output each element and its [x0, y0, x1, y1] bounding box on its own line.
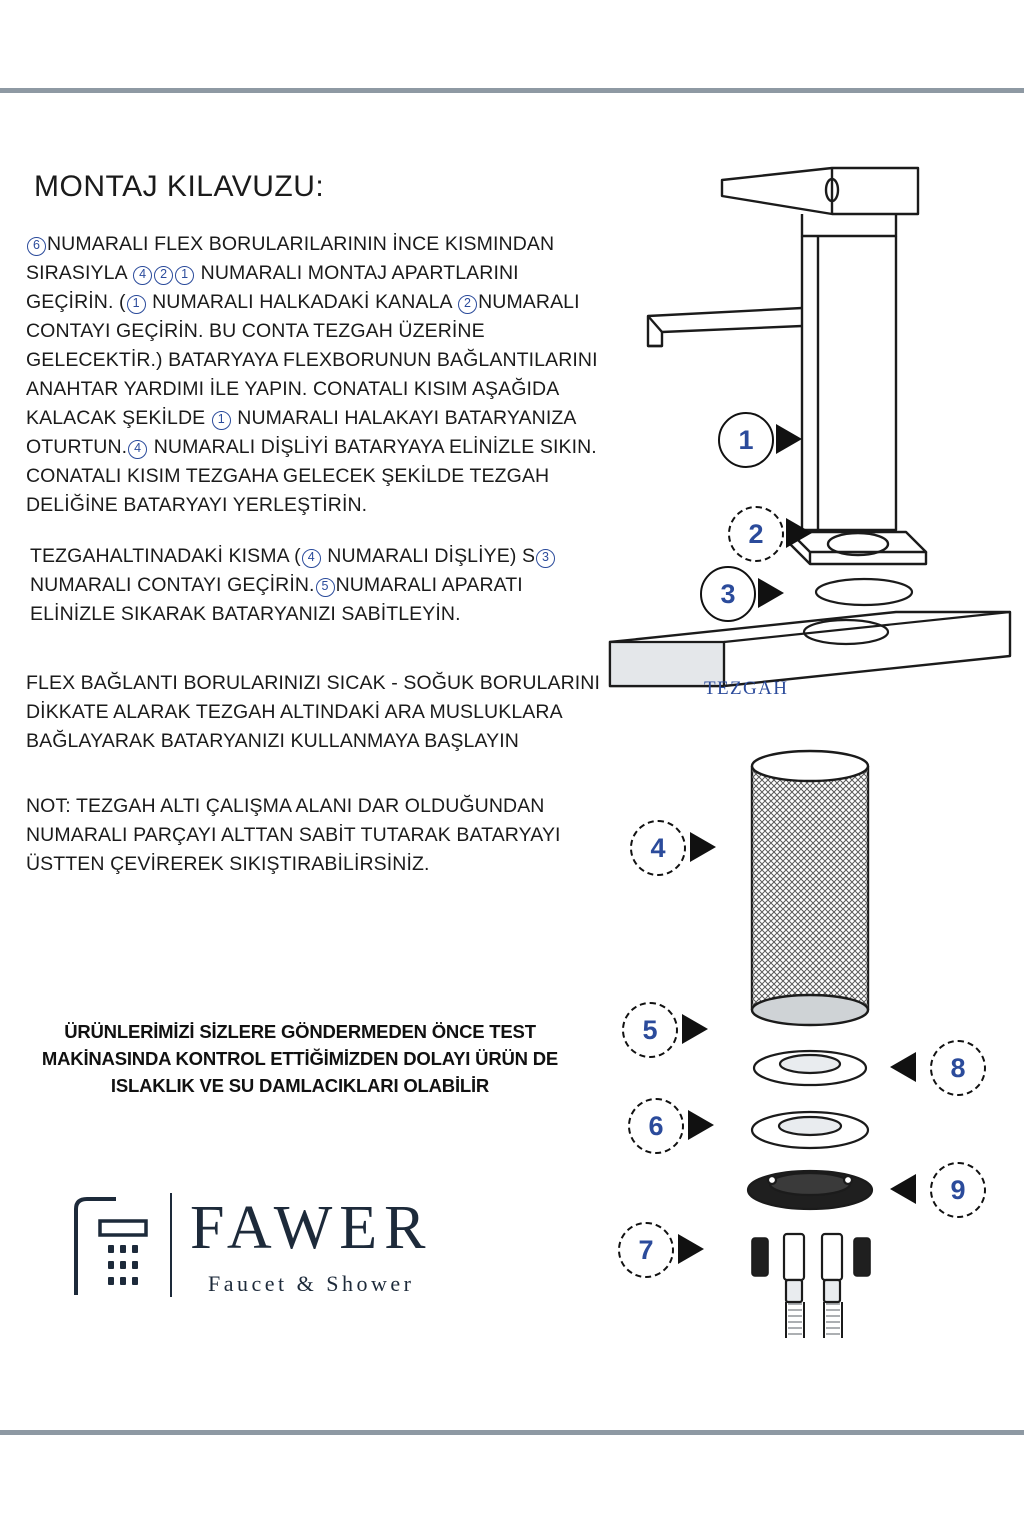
callout-8 — [930, 1040, 986, 1096]
callout-5-number: 5 — [642, 1014, 658, 1045]
callout-6 — [628, 1098, 684, 1154]
instruction-text-2c: NUMARALI CONTAYI GEÇİRİN. — [30, 574, 315, 596]
instruction-text-1e: NUMARALI HALAKAYI BATARYANIZA OTURTUN. — [26, 407, 576, 458]
callout-4 — [630, 820, 686, 876]
instructions-column — [26, 170, 606, 901]
instruction-text-1d: NUMARALI CONTAYI GEÇİRİN. BU CONTA TEZGAH ÜZERİNE GELECEKTİR.) BATARYAYA FLEXBORUNUN BAĞLANTILARINI ANAHTAR YARDIMI İLE YAPIN. CONATALI KISIM AŞAĞIDA KALACAK ŞEKİLDE — [26, 291, 598, 429]
callout-9-number: 9 — [950, 1174, 966, 1205]
step-marker-4b: 4 — [128, 440, 147, 459]
callout-6-arrow-icon — [688, 1110, 714, 1140]
instruction-text-1a: NUMARALI FLEX BORULARILARININ İNCE KISMINDAN SIRASIYLA — [26, 233, 555, 284]
callout-2-number: 2 — [748, 518, 764, 549]
step-marker-6: 6 — [27, 237, 46, 256]
instruction-text-1b: NUMARALI MONTAJ APARTLARINI GEÇİRİN. ( — [26, 262, 519, 313]
instruction-text-2a: TEZGAHALTINADAKİ KISMA ( — [30, 545, 301, 567]
bottom-divider — [0, 1430, 1024, 1435]
callout-4-arrow-icon — [690, 832, 716, 862]
callout-9 — [930, 1162, 986, 1218]
callout-1 — [718, 412, 774, 468]
callout-2 — [728, 506, 784, 562]
instruction-text-2b: NUMARALI DİŞLİYE) S — [321, 545, 536, 567]
callout-7-arrow-icon — [678, 1234, 704, 1264]
step-marker-2: 2 — [154, 266, 173, 285]
step-marker-5: 5 — [316, 578, 335, 597]
callout-7-number: 7 — [638, 1234, 654, 1265]
top-divider — [0, 88, 1024, 93]
instruction-paragraph-2 — [30, 542, 606, 629]
step-marker-4: 4 — [133, 266, 152, 285]
logo-divider — [170, 1193, 172, 1297]
callout-7 — [618, 1222, 674, 1278]
logo-tagline: Faucet & Shower — [208, 1271, 415, 1296]
page-title: MONTAJ KILAVUZU: — [34, 170, 325, 203]
instruction-paragraph-4: NOT: TEZGAH ALTI ÇALIŞMA ALANI DAR OLDUĞUNDAN NUMARALI PARÇAYI ALTTAN SABİT TUTARAK BATARYAYI ÜSTTEN ÇEVİREREK SIKIŞTIRABİLİRSİNİZ. — [26, 795, 561, 875]
callout-2-arrow-icon — [786, 518, 812, 548]
faucet-assembly-drawing — [600, 140, 1020, 720]
callout-5-arrow-icon — [682, 1014, 708, 1044]
logo-wordmark: FAWER — [190, 1194, 433, 1262]
shower-head-icon — [70, 1191, 156, 1299]
step-marker-1c: 1 — [212, 411, 231, 430]
callout-1-number: 1 — [738, 424, 754, 455]
instruction-paragraph-3: FLEX BAĞLANTI BORULARINIZI SICAK - SOĞUK BORULARINI DİKKATE ALARAK TEZGAH ALTINDAKİ ARA MUSLUKLARA BAĞLAYARAK BATARYANIZI KULLANMAYA BAŞLAYIN — [26, 672, 600, 752]
counter-label: TEZGAH — [704, 678, 789, 699]
callout-8-arrow-icon — [890, 1052, 916, 1082]
quality-notice: ÜRÜNLERİMİZİ SİZLERE GÖNDERMEDEN ÖNCE TEST MAKİNASINDA KONTROL ETTİĞİMİZDEN DOLAYI ÜRÜN DE ISLAKLIK VE SU DAMLACIKLARI OLABİLİR — [41, 1021, 559, 1096]
callout-3-arrow-icon — [758, 578, 784, 608]
instruction-text-1f: NUMARALI DİŞLİYİ BATARYAYA ELİNİZLE SIKIN. CONATALI KISIM TEZGAHA GELECEK ŞEKİLDE TEZGAH DELİĞİNE BATARYAYI YERLEŞTİRİN. — [26, 436, 597, 516]
instruction-text-1c: NUMARALI HALKADAKİ KANALA — [146, 291, 458, 313]
callout-5 — [622, 1002, 678, 1058]
instruction-paragraph-1 — [26, 230, 606, 520]
step-marker-1: 1 — [175, 266, 194, 285]
step-marker-4c: 4 — [302, 549, 321, 568]
instruction-text-2d: NUMARALI APARATI ELİNİZLE SIKARAK BATARYANIZI SABİTLEYİN. — [30, 574, 523, 625]
callout-4-number: 4 — [650, 832, 666, 863]
callout-3 — [700, 566, 756, 622]
callout-9-arrow-icon — [890, 1174, 916, 1204]
step-marker-3: 3 — [536, 549, 555, 568]
callout-3-number: 3 — [720, 578, 736, 609]
callout-6-number: 6 — [648, 1110, 664, 1141]
step-marker-1b: 1 — [127, 295, 146, 314]
exploded-diagram — [600, 140, 1020, 1340]
brand-logo — [70, 1185, 520, 1315]
callout-1-arrow-icon — [776, 424, 802, 454]
callout-8-number: 8 — [950, 1052, 966, 1083]
step-marker-2b: 2 — [458, 295, 477, 314]
